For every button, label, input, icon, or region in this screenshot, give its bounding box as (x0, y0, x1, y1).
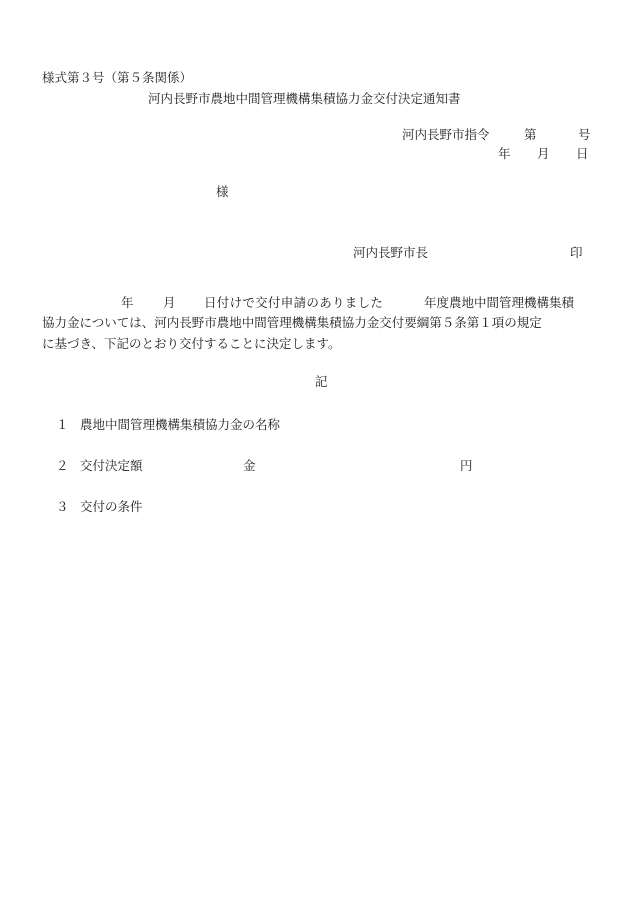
amount-prefix: 金 (243, 458, 256, 473)
date-year: 年 (498, 146, 511, 161)
item-number: ３ (56, 499, 69, 514)
body-year: 年 (121, 295, 134, 310)
body-fiscal-year: 年度農地中間管理機構集積 (424, 295, 575, 310)
record-heading: 記 (315, 374, 328, 389)
amount-unit: 円 (460, 458, 473, 473)
item-number: １ (56, 417, 69, 432)
directive-prefix: 河内長野市指令 (402, 127, 490, 142)
document-title: 河内長野市農地中間管理機構集積協力金交付決定通知書 (148, 91, 461, 106)
issuer-name: 河内長野市長 (353, 245, 429, 260)
date-day: 日 (576, 146, 589, 161)
body-month: 月 (163, 295, 176, 310)
item-label: 交付の条件 (80, 499, 143, 514)
body-line-3: に基づき、下記のとおり交付することに決定します。 (42, 336, 341, 351)
form-number: 様式第３号（第５条関係） (42, 70, 193, 85)
directive-dai: 第 (524, 127, 537, 142)
issuer-seal: 印 (570, 245, 583, 260)
body-date-suffix: 日付けで交付申請のありました (204, 295, 384, 310)
directive-go: 号 (578, 127, 591, 142)
item-number: ２ (56, 458, 69, 473)
addressee-suffix: 様 (216, 184, 229, 199)
item-label: 交付決定額 (80, 458, 143, 473)
body-line-2: 協力金については、河内長野市農地中間管理機構集積協力金交付要綱第５条第１項の規定 (42, 315, 542, 330)
item-label: 農地中間管理機構集積協力金の名称 (80, 417, 281, 432)
date-month: 月 (537, 146, 550, 161)
